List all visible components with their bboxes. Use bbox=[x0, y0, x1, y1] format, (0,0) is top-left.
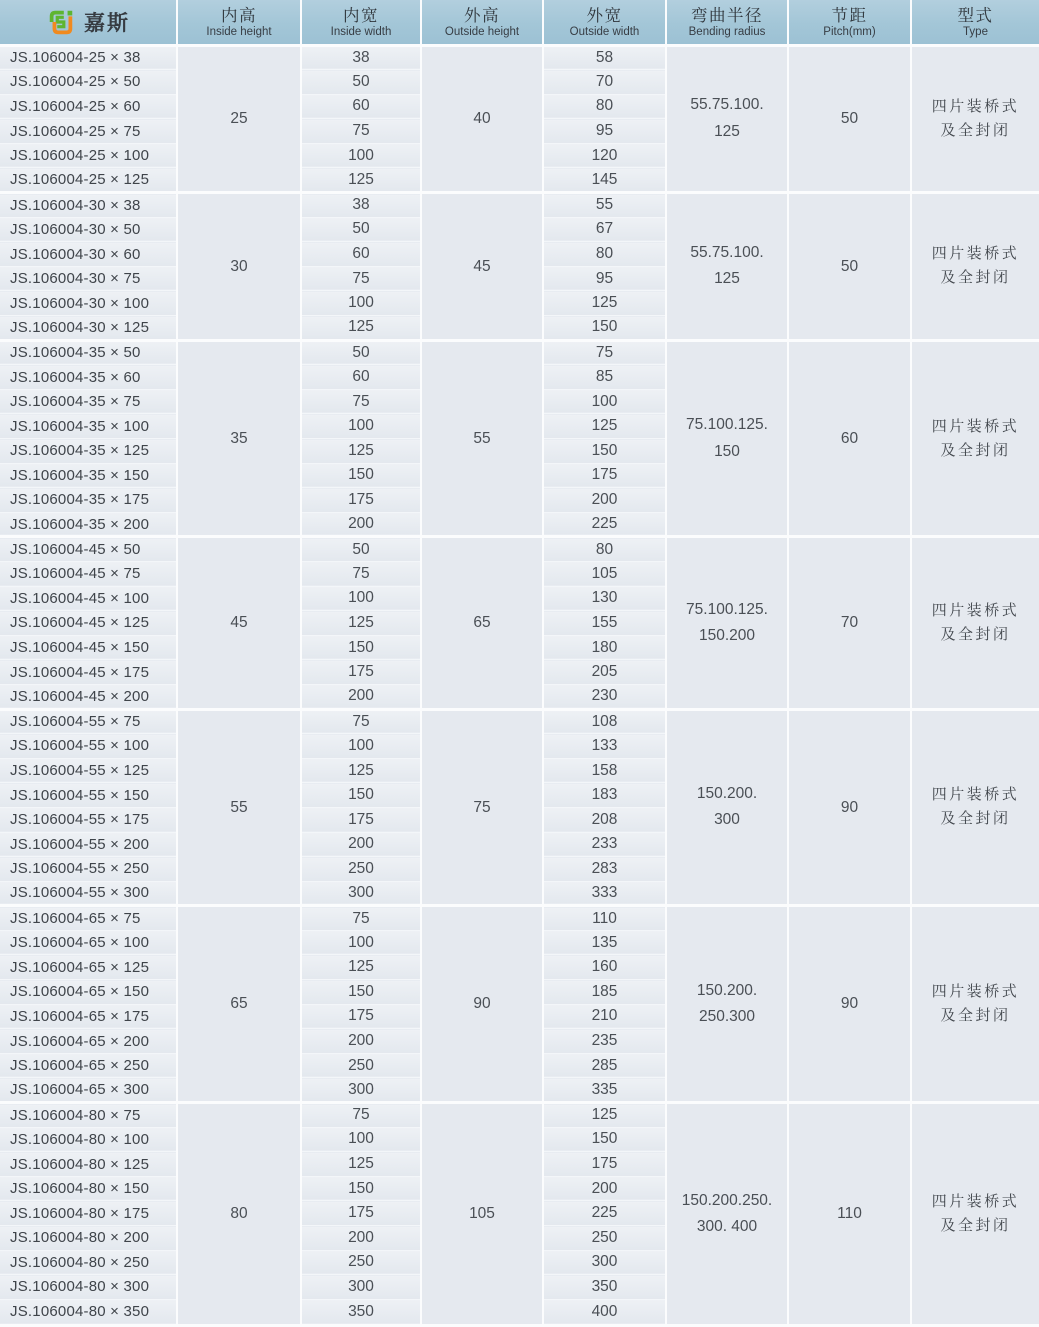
inside-width-cell: 125 bbox=[301, 758, 421, 783]
type-line: 及全封闭 bbox=[940, 121, 1011, 139]
type-cell bbox=[911, 340, 1039, 537]
model-cell: JS.106004-45 × 200 bbox=[0, 684, 177, 709]
model-cell: JS.106004-25 × 100 bbox=[0, 143, 177, 168]
outside-width-cell: 333 bbox=[543, 881, 666, 906]
pitch-cell: 50 bbox=[788, 193, 911, 341]
outside-width-cell: 150 bbox=[543, 439, 666, 464]
model-cell: JS.106004-25 × 38 bbox=[0, 45, 177, 70]
type-line: 及全封闭 bbox=[940, 441, 1011, 459]
model-cell: JS.106004-80 × 350 bbox=[0, 1299, 177, 1324]
type-line: 四片装桥式 bbox=[931, 245, 1020, 263]
outside-width-cell: 100 bbox=[543, 389, 666, 414]
type-cell bbox=[911, 193, 1039, 341]
model-cell: JS.106004-80 × 75 bbox=[0, 1103, 177, 1128]
table-row bbox=[0, 193, 1039, 218]
outside-width-cell: 130 bbox=[543, 586, 666, 611]
bending-radius-line: 250.300 bbox=[698, 1008, 756, 1026]
model-cell: JS.106004-55 × 300 bbox=[0, 881, 177, 906]
inside-width-cell: 75 bbox=[301, 709, 421, 734]
model-cell: JS.106004-80 × 100 bbox=[0, 1127, 177, 1152]
inside-width-cell: 125 bbox=[301, 439, 421, 464]
col-header-zh: 型式 bbox=[957, 6, 994, 25]
type-line: 及全封闭 bbox=[940, 269, 1011, 287]
bending-radius-line: 150.200 bbox=[698, 626, 756, 644]
bending-radius-line: 125 bbox=[714, 270, 740, 288]
model-cell: JS.106004-80 × 150 bbox=[0, 1176, 177, 1201]
bending-radius-line: 55.75.100. bbox=[690, 244, 764, 261]
inside-width-cell: 200 bbox=[301, 512, 421, 537]
outside-height-cell: 105 bbox=[421, 1103, 543, 1324]
model-cell: JS.106004-80 × 200 bbox=[0, 1226, 177, 1251]
model-cell: JS.106004-65 × 100 bbox=[0, 930, 177, 955]
outside-width-cell: 70 bbox=[543, 70, 666, 95]
inside-width-cell: 100 bbox=[301, 930, 421, 955]
model-cell: JS.106004-35 × 150 bbox=[0, 463, 177, 488]
col-header-en: Inside width bbox=[330, 25, 392, 38]
col-header-en: Type bbox=[963, 25, 988, 38]
outside-height-cell: 40 bbox=[421, 45, 543, 193]
model-cell: JS.106004-30 × 125 bbox=[0, 316, 177, 341]
outside-width-cell: 350 bbox=[543, 1275, 666, 1300]
inside-width-cell: 60 bbox=[301, 242, 421, 267]
inside-height-cell: 30 bbox=[177, 193, 301, 341]
inside-width-cell: 175 bbox=[301, 1004, 421, 1029]
inside-width-cell: 200 bbox=[301, 1029, 421, 1054]
outside-width-cell: 160 bbox=[543, 955, 666, 980]
outside-width-cell: 155 bbox=[543, 611, 666, 636]
inside-width-cell: 100 bbox=[301, 143, 421, 168]
model-cell: JS.106004-80 × 250 bbox=[0, 1250, 177, 1275]
model-cell: JS.106004-45 × 75 bbox=[0, 561, 177, 586]
model-cell: JS.106004-55 × 100 bbox=[0, 734, 177, 759]
model-cell: JS.106004-25 × 60 bbox=[0, 94, 177, 119]
inside-width-cell: 200 bbox=[301, 684, 421, 709]
col-header-zh: 节距 bbox=[831, 6, 868, 25]
type-line: 及全封闭 bbox=[940, 1216, 1011, 1234]
outside-width-cell: 400 bbox=[543, 1299, 666, 1324]
bending-radius-cell bbox=[666, 537, 788, 709]
outside-width-cell: 125 bbox=[543, 291, 666, 316]
outside-width-cell: 180 bbox=[543, 635, 666, 660]
outside-width-cell: 175 bbox=[543, 463, 666, 488]
inside-width-cell: 150 bbox=[301, 635, 421, 660]
model-cell: JS.106004-55 × 250 bbox=[0, 857, 177, 882]
inside-width-cell: 50 bbox=[301, 340, 421, 365]
bending-radius-cell bbox=[666, 709, 788, 906]
model-cell: JS.106004-80 × 175 bbox=[0, 1201, 177, 1226]
outside-width-cell: 110 bbox=[543, 906, 666, 931]
model-cell: JS.106004-45 × 100 bbox=[0, 586, 177, 611]
outside-width-cell: 210 bbox=[543, 1004, 666, 1029]
outside-width-cell: 205 bbox=[543, 660, 666, 685]
outside-width-cell: 150 bbox=[543, 1127, 666, 1152]
inside-width-cell: 50 bbox=[301, 217, 421, 242]
inside-width-cell: 200 bbox=[301, 832, 421, 857]
bending-radius-cell bbox=[666, 340, 788, 537]
pitch-cell: 50 bbox=[788, 45, 911, 193]
outside-width-cell: 185 bbox=[543, 980, 666, 1005]
outside-width-cell: 125 bbox=[543, 1103, 666, 1128]
inside-width-cell: 100 bbox=[301, 1127, 421, 1152]
bending-radius-line: 150 bbox=[714, 442, 740, 460]
model-cell: JS.106004-35 × 175 bbox=[0, 488, 177, 513]
model-cell: JS.106004-35 × 125 bbox=[0, 439, 177, 464]
table-body bbox=[0, 45, 1039, 1324]
outside-height-cell: 45 bbox=[421, 193, 543, 341]
type-cell bbox=[911, 709, 1039, 906]
model-cell: JS.106004-65 × 75 bbox=[0, 906, 177, 931]
inside-width-cell: 125 bbox=[301, 168, 421, 193]
model-cell: JS.106004-65 × 125 bbox=[0, 955, 177, 980]
outside-width-cell: 233 bbox=[543, 832, 666, 857]
outside-width-cell: 135 bbox=[543, 930, 666, 955]
inside-width-cell: 50 bbox=[301, 70, 421, 95]
inside-width-cell: 75 bbox=[301, 906, 421, 931]
type-line: 及全封闭 bbox=[940, 625, 1011, 643]
inside-width-cell: 100 bbox=[301, 291, 421, 316]
inside-width-cell: 175 bbox=[301, 488, 421, 513]
pitch-cell: 110 bbox=[788, 1103, 911, 1324]
inside-height-cell: 55 bbox=[177, 709, 301, 906]
inside-width-cell: 125 bbox=[301, 955, 421, 980]
bending-radius-line: 75.100.125. bbox=[686, 416, 768, 434]
model-cell: JS.106004-80 × 300 bbox=[0, 1275, 177, 1300]
table-row bbox=[0, 1103, 1039, 1128]
bending-radius-line: 75.100.125. bbox=[686, 600, 768, 618]
model-cell: JS.106004-65 × 300 bbox=[0, 1078, 177, 1103]
model-cell: JS.106004-30 × 75 bbox=[0, 266, 177, 291]
model-cell: JS.106004-65 × 175 bbox=[0, 1004, 177, 1029]
bending-radius-cell bbox=[666, 906, 788, 1103]
col-header-type bbox=[911, 0, 1039, 45]
type-line: 四片装桥式 bbox=[931, 983, 1020, 1001]
model-cell: JS.106004-45 × 150 bbox=[0, 635, 177, 660]
inside-height-cell: 80 bbox=[177, 1103, 301, 1324]
pitch-cell: 70 bbox=[788, 537, 911, 709]
outside-width-cell: 300 bbox=[543, 1250, 666, 1275]
outside-width-cell: 95 bbox=[543, 119, 666, 144]
inside-width-cell: 175 bbox=[301, 660, 421, 685]
inside-width-cell: 150 bbox=[301, 463, 421, 488]
table-header bbox=[0, 0, 1039, 45]
pitch-cell: 90 bbox=[788, 906, 911, 1103]
outside-width-cell: 175 bbox=[543, 1152, 666, 1177]
model-cell: JS.106004-45 × 175 bbox=[0, 660, 177, 685]
inside-width-cell: 200 bbox=[301, 1226, 421, 1251]
inside-width-cell: 75 bbox=[301, 266, 421, 291]
inside-height-cell: 35 bbox=[177, 340, 301, 537]
inside-width-cell: 300 bbox=[301, 1275, 421, 1300]
bending-radius-line: 150.200. bbox=[696, 981, 758, 999]
outside-height-cell: 75 bbox=[421, 709, 543, 906]
type-cell bbox=[911, 906, 1039, 1103]
jiasi-logo-icon bbox=[46, 7, 76, 37]
col-header-en: Bending radius bbox=[688, 25, 766, 38]
outside-width-cell: 250 bbox=[543, 1226, 666, 1251]
bending-radius-line: 150.200. bbox=[696, 785, 758, 803]
inside-width-cell: 125 bbox=[301, 611, 421, 636]
model-cell: JS.106004-25 × 50 bbox=[0, 70, 177, 95]
bending-radius-line: 150.200.250. bbox=[681, 1191, 773, 1209]
type-line: 四片装桥式 bbox=[931, 417, 1020, 435]
model-cell: JS.106004-35 × 100 bbox=[0, 414, 177, 439]
model-cell: JS.106004-65 × 200 bbox=[0, 1029, 177, 1054]
inside-width-cell: 60 bbox=[301, 94, 421, 119]
inside-width-cell: 75 bbox=[301, 1103, 421, 1128]
outside-width-cell: 230 bbox=[543, 684, 666, 709]
outside-width-cell: 225 bbox=[543, 512, 666, 537]
inside-width-cell: 60 bbox=[301, 365, 421, 390]
col-header-zh: 弯曲半径 bbox=[691, 6, 763, 25]
model-cell: JS.106004-45 × 125 bbox=[0, 611, 177, 636]
outside-width-cell: 105 bbox=[543, 561, 666, 586]
outside-width-cell: 145 bbox=[543, 168, 666, 193]
bottom-strip bbox=[0, 1324, 1039, 1327]
inside-width-cell: 38 bbox=[301, 45, 421, 70]
inside-height-cell: 65 bbox=[177, 906, 301, 1103]
outside-width-cell: 55 bbox=[543, 193, 666, 218]
outside-width-cell: 235 bbox=[543, 1029, 666, 1054]
outside-width-cell: 80 bbox=[543, 94, 666, 119]
col-header-en: Inside height bbox=[206, 25, 272, 38]
outside-height-cell: 55 bbox=[421, 340, 543, 537]
table-row bbox=[0, 709, 1039, 734]
outside-width-cell: 95 bbox=[543, 266, 666, 291]
inside-width-cell: 100 bbox=[301, 414, 421, 439]
inside-width-cell: 150 bbox=[301, 783, 421, 808]
model-cell: JS.106004-35 × 200 bbox=[0, 512, 177, 537]
brand-header-cell bbox=[0, 0, 177, 45]
col-header-outside-width bbox=[543, 0, 666, 45]
col-header-en: Outside height bbox=[444, 25, 520, 38]
model-cell: JS.106004-35 × 60 bbox=[0, 365, 177, 390]
table-row bbox=[0, 340, 1039, 365]
inside-width-cell: 300 bbox=[301, 1078, 421, 1103]
outside-width-cell: 285 bbox=[543, 1053, 666, 1078]
col-header-pitch bbox=[788, 0, 911, 45]
outside-width-cell: 58 bbox=[543, 45, 666, 70]
pitch-cell: 90 bbox=[788, 709, 911, 906]
type-line: 四片装桥式 bbox=[931, 1192, 1020, 1210]
model-cell: JS.106004-65 × 250 bbox=[0, 1053, 177, 1078]
inside-width-cell: 150 bbox=[301, 1176, 421, 1201]
outside-width-cell: 80 bbox=[543, 242, 666, 267]
outside-width-cell: 120 bbox=[543, 143, 666, 168]
model-cell: JS.106004-80 × 125 bbox=[0, 1152, 177, 1177]
model-cell: JS.106004-55 × 150 bbox=[0, 783, 177, 808]
inside-width-cell: 125 bbox=[301, 1152, 421, 1177]
table-row bbox=[0, 537, 1039, 562]
model-cell: JS.106004-30 × 60 bbox=[0, 242, 177, 267]
type-line: 四片装桥式 bbox=[931, 786, 1020, 804]
model-cell: JS.106004-65 × 150 bbox=[0, 980, 177, 1005]
bending-radius-line: 300 bbox=[714, 811, 740, 829]
model-cell: JS.106004-30 × 50 bbox=[0, 217, 177, 242]
model-cell: JS.106004-35 × 50 bbox=[0, 340, 177, 365]
outside-width-cell: 183 bbox=[543, 783, 666, 808]
bending-radius-line: 125 bbox=[714, 122, 740, 140]
inside-height-cell: 45 bbox=[177, 537, 301, 709]
inside-width-cell: 100 bbox=[301, 734, 421, 759]
bending-radius-cell bbox=[666, 193, 788, 341]
model-cell: JS.106004-55 × 200 bbox=[0, 832, 177, 857]
table-row bbox=[0, 45, 1039, 70]
outside-width-cell: 283 bbox=[543, 857, 666, 882]
outside-width-cell: 75 bbox=[543, 340, 666, 365]
col-header-zh: 外宽 bbox=[586, 6, 623, 25]
type-cell bbox=[911, 1103, 1039, 1324]
col-header-en: Outside width bbox=[569, 25, 640, 38]
inside-width-cell: 250 bbox=[301, 1053, 421, 1078]
inside-width-cell: 100 bbox=[301, 586, 421, 611]
type-line: 四片装桥式 bbox=[931, 97, 1020, 115]
inside-width-cell: 250 bbox=[301, 1250, 421, 1275]
model-cell: JS.106004-55 × 125 bbox=[0, 758, 177, 783]
inside-width-cell: 75 bbox=[301, 119, 421, 144]
bending-radius-cell bbox=[666, 1103, 788, 1324]
col-header-inside-width bbox=[301, 0, 421, 45]
model-cell: JS.106004-55 × 75 bbox=[0, 709, 177, 734]
type-line: 及全封闭 bbox=[940, 1007, 1011, 1025]
inside-width-cell: 50 bbox=[301, 537, 421, 562]
inside-width-cell: 150 bbox=[301, 980, 421, 1005]
col-header-bending-radius bbox=[666, 0, 788, 45]
model-cell: JS.106004-45 × 50 bbox=[0, 537, 177, 562]
bending-radius-cell bbox=[666, 45, 788, 193]
outside-height-cell: 90 bbox=[421, 906, 543, 1103]
outside-width-cell: 125 bbox=[543, 414, 666, 439]
model-cell: JS.106004-25 × 75 bbox=[0, 119, 177, 144]
outside-width-cell: 108 bbox=[543, 709, 666, 734]
inside-width-cell: 175 bbox=[301, 807, 421, 832]
inside-width-cell: 125 bbox=[301, 316, 421, 341]
brand-name: 嘉斯 bbox=[84, 11, 130, 35]
outside-height-cell: 65 bbox=[421, 537, 543, 709]
inside-width-cell: 300 bbox=[301, 881, 421, 906]
outside-width-cell: 335 bbox=[543, 1078, 666, 1103]
model-cell: JS.106004-30 × 38 bbox=[0, 193, 177, 218]
col-header-en: Pitch(mm) bbox=[823, 25, 876, 38]
type-line: 及全封闭 bbox=[940, 810, 1011, 828]
inside-width-cell: 38 bbox=[301, 193, 421, 218]
type-line: 四片装桥式 bbox=[931, 601, 1020, 619]
col-header-zh: 内高 bbox=[221, 6, 257, 25]
outside-width-cell: 158 bbox=[543, 758, 666, 783]
outside-width-cell: 67 bbox=[543, 217, 666, 242]
outside-width-cell: 200 bbox=[543, 488, 666, 513]
outside-width-cell: 150 bbox=[543, 316, 666, 341]
inside-height-cell: 25 bbox=[177, 45, 301, 193]
col-header-zh: 内宽 bbox=[343, 6, 379, 25]
outside-width-cell: 85 bbox=[543, 365, 666, 390]
type-cell bbox=[911, 537, 1039, 709]
outside-width-cell: 80 bbox=[543, 537, 666, 562]
inside-width-cell: 75 bbox=[301, 389, 421, 414]
outside-width-cell: 208 bbox=[543, 807, 666, 832]
outside-width-cell: 133 bbox=[543, 734, 666, 759]
outside-width-cell: 225 bbox=[543, 1201, 666, 1226]
col-header-inside-height bbox=[177, 0, 301, 45]
col-header-zh: 外高 bbox=[464, 6, 500, 25]
model-cell: JS.106004-25 × 125 bbox=[0, 168, 177, 193]
col-header-outside-height bbox=[421, 0, 543, 45]
type-cell bbox=[911, 45, 1039, 193]
model-cell: JS.106004-35 × 75 bbox=[0, 389, 177, 414]
model-cell: JS.106004-30 × 100 bbox=[0, 291, 177, 316]
outside-width-cell: 200 bbox=[543, 1176, 666, 1201]
inside-width-cell: 75 bbox=[301, 561, 421, 586]
bending-radius-line: 300. 400 bbox=[696, 1217, 758, 1235]
pitch-cell: 60 bbox=[788, 340, 911, 537]
bending-radius-line: 55.75.100. bbox=[690, 96, 764, 114]
inside-width-cell: 250 bbox=[301, 857, 421, 882]
inside-width-cell: 175 bbox=[301, 1201, 421, 1226]
table-row bbox=[0, 906, 1039, 931]
inside-width-cell: 350 bbox=[301, 1299, 421, 1324]
model-cell: JS.106004-55 × 175 bbox=[0, 807, 177, 832]
